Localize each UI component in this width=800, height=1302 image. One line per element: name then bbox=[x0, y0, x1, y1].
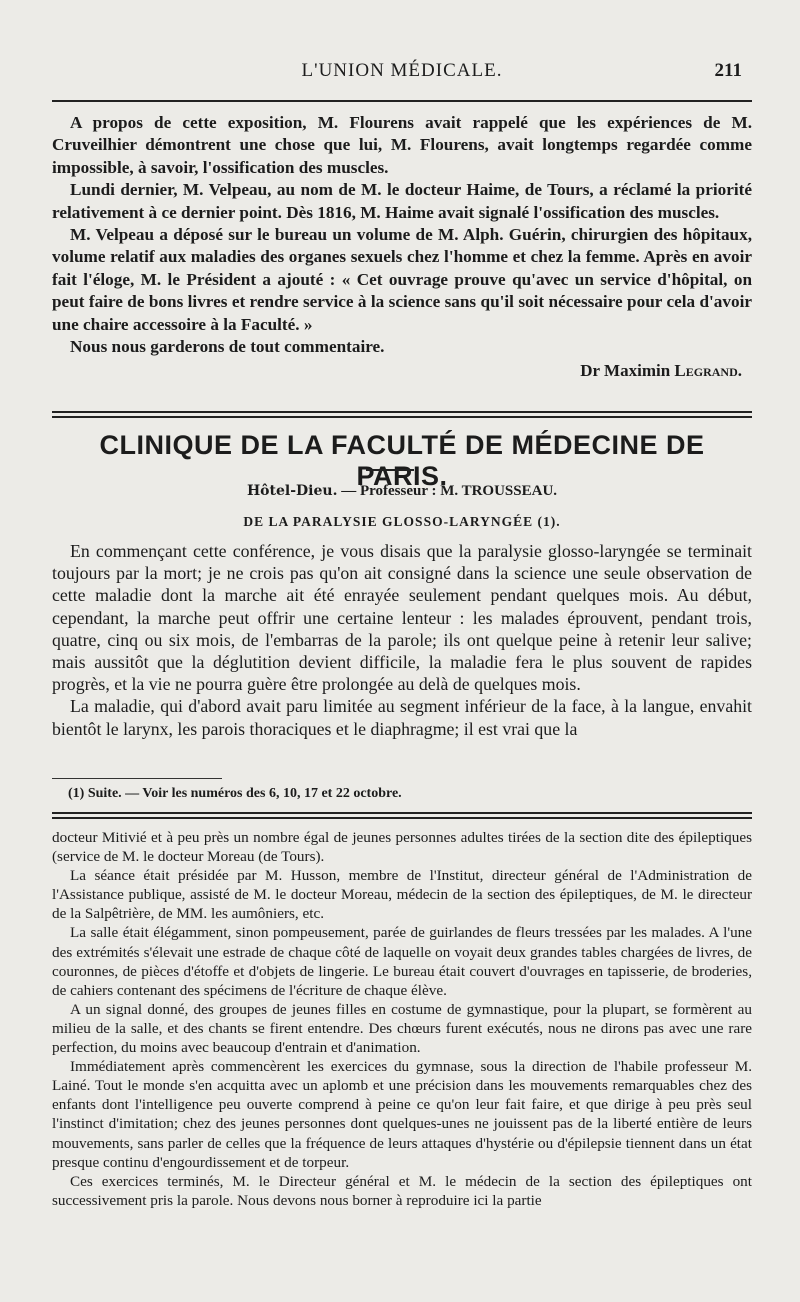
paragraph: A propos de cette exposition, M. Flourens avait rappelé que les expériences de M. Cruveilhier démontrent une chose que lui, M. Flourens, avait longtemps regardée comme impossible, à savoir, l'ossification des muscles. bbox=[52, 113, 752, 177]
paragraph: docteur Mitivié et à peu près un nombre égal de jeunes personnes adultes tirées de la section dite des épileptiques (service de M. le docteur Moreau (de Tours). bbox=[52, 829, 752, 866]
subtitle-professor: — Professeur : M. TROUSSEAU. bbox=[337, 483, 558, 499]
feuilleton-divider bbox=[52, 812, 752, 819]
lecture-text bbox=[52, 540, 752, 740]
footnote-rule bbox=[52, 778, 222, 779]
paragraph: La séance était présidée par M. Husson, membre de l'Institut, directeur général de l'Administration de l'Assistance publique, assisté de M. le docteur Moreau, médecin de la section des épileptiques, de M. le directeur de la Salpêtrière, de MM. les aumôniers, etc. bbox=[52, 867, 752, 923]
page-header bbox=[52, 60, 752, 90]
paragraph: Ces exercices terminés, M. le Directeur général et M. le médecin de la section des épileptiques ont successivement pris la parole. Nous devons nous borner à reproduire ici la partie bbox=[52, 1172, 752, 1209]
header-rule bbox=[52, 100, 752, 102]
signature-name: Legrand. bbox=[674, 361, 742, 381]
running-title: L'UNION MÉDICALE. bbox=[301, 60, 503, 81]
feuilleton-text bbox=[52, 828, 752, 1210]
paragraph: M. Velpeau a déposé sur le bureau un volume de M. Alph. Guérin, chirurgien des hôpitaux, volume relatif aux maladies des organes sexuels chez l'homme et chez la femme. Après en avoir fait l'éloge, M. le Président a ajouté : « Cet ouvrage prouve qu'avec un service d'hôpital, on peut faire de bons livres et rendre service à la science sans qu'il soit nécessaire pour cela d'avoir une chaire accessoire à la Faculté. » bbox=[52, 225, 752, 334]
subtitle bbox=[52, 483, 752, 500]
paragraph: Lundi dernier, M. Velpeau, au nom de M. le docteur Haime, de Tours, a réclamé la priorité relativement à ce dernier point. Dès 1816, M. Haime avait signalé l'ossification des muscles. bbox=[52, 180, 752, 222]
page-number: 211 bbox=[714, 60, 742, 81]
paragraph: Nous nous garderons de tout commentaire. bbox=[70, 337, 385, 357]
subtitle-place: Hôtel-Dieu. bbox=[246, 483, 338, 499]
paragraph: A un signal donné, des groupes de jeunes filles en costume de gymnastique, pour la plupart, se formèrent au milieu de la salle, et des chants se firent entendre. Des chœurs furent exécutés, nous ne dirons pas avec une rare perfection, du moins avec beaucoup d'entrain et d'animation. bbox=[52, 1000, 752, 1057]
lecture-title: DE LA PARALYSIE GLOSSO-LARYNGÉE (1). bbox=[243, 514, 561, 529]
section-title: CLINIQUE DE LA FACULTÉ DE MÉDECINE DE PARIS. bbox=[99, 430, 705, 491]
academy-report bbox=[52, 112, 752, 383]
footnote: (1) Suite. — Voir les numéros des 6, 10, 17 et 22 octobre. bbox=[68, 786, 402, 801]
signature-prefix: Dr Maximin bbox=[580, 361, 675, 381]
paragraph: En commençant cette conférence, je vous disais que la paralysie glosso-laryngée se terminait toujours par la mort; je ne crois pas qu'on ait consigné dans la science une seule observation de cette maladie dont la marche ait été enrayée seulement pendant quelques mois. Au début, cependant, la marche peut offrir une certaine lenteur : les malades éprouvent, pendant trois, quatre, cinq ou six mois, de l'embarras de la parole; ils ont quelque peine à retenir leur salive; mais aussitôt que la déglutition devient difficile, la maladie fera le plus souvent de rapides progrès, et la vie ne pourra guère être prolongée au delà de quelques mois. bbox=[52, 541, 752, 695]
paragraph: Immédiatement après commencèrent les exercices du gymnase, sous la direction de l'habile professeur M. Lainé. Tout le monde s'en acquitta avec un aplomb et une précision dans les mouvements remarquables chez des enfants dont l'intelligence peu ouverte comprend à peine ce qu'on leur fait faire, et que dirige à peu près seul l'instinct d'imitation; chez des jeunes personnes dont quelques-unes ne jouissent pas de la liberté entière de leurs mouvements, sans parler de celles que la fréquence de leurs attaques d'hystérie ou d'épilepsie tiennent dans un état presque continu d'engourdissement et de torpeur. bbox=[52, 1058, 752, 1171]
paragraph: La salle était élégamment, sinon pompeusement, parée de guirlandes de fleurs tressées par les malades. A l'une des extrémités s'élevait une estrade de chaque côté de laquelle on voyait deux grandes tables chargées de livres, de couronnes, de pièces d'étoffe et d'objets de lingerie. Le bureau était couvert d'ouvrages en tapisserie, de broderies, de cahiers contenant des spécimens de l'écriture de chaque élève. bbox=[52, 924, 752, 999]
paragraph: La maladie, qui d'abord avait paru limitée au segment inférieur de la face, à la langue, envahit bientôt le larynx, les parois thoraciques et le diaphragme; il est vrai que la bbox=[52, 696, 752, 739]
section-divider bbox=[52, 411, 752, 418]
signature bbox=[52, 360, 752, 382]
title-rule bbox=[366, 469, 414, 471]
